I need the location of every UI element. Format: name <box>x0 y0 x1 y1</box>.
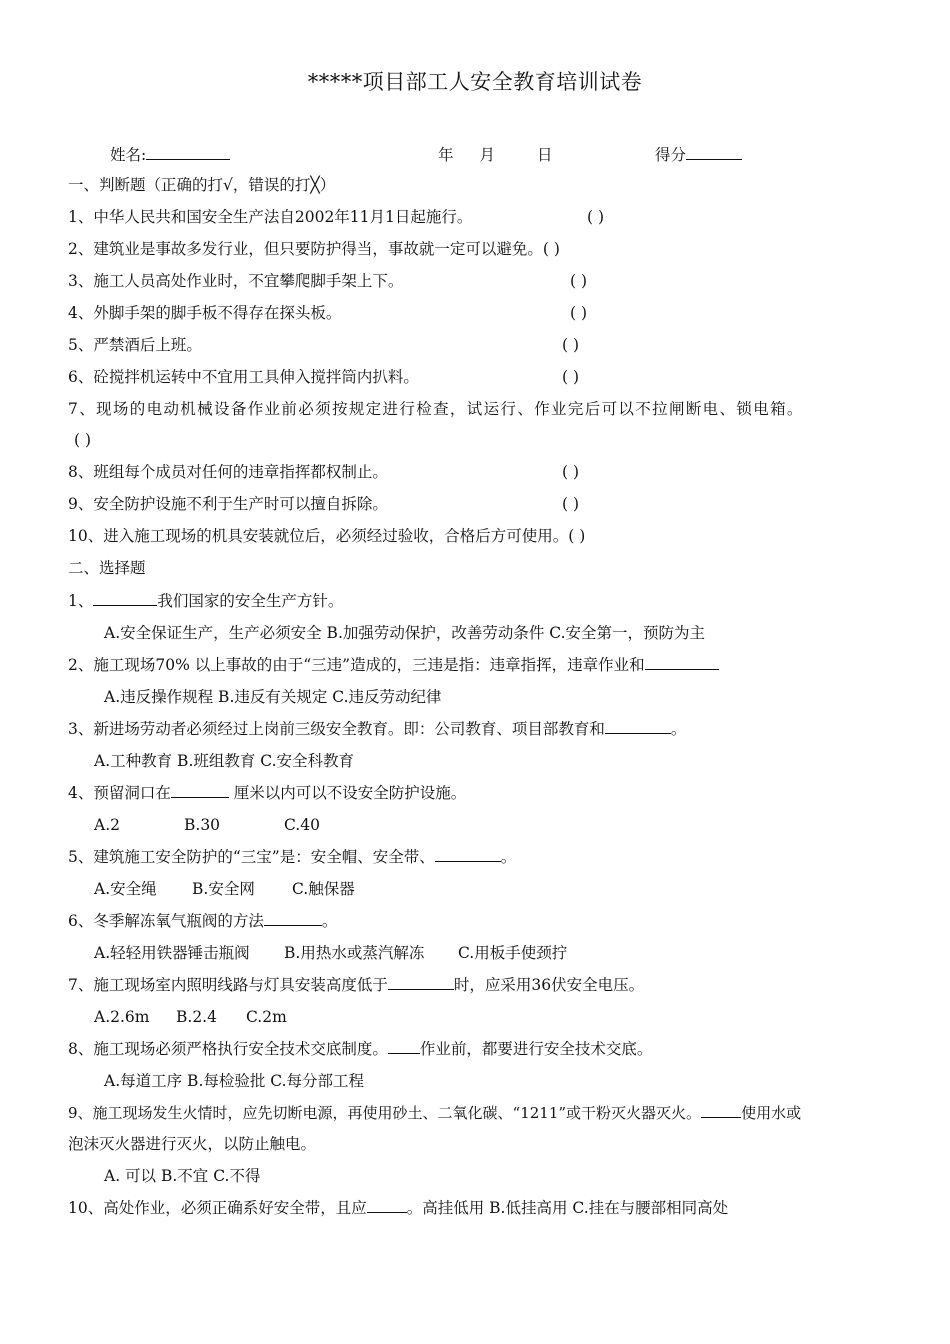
answer-paren[interactable]: ( ) <box>542 240 560 258</box>
question-text: 3、新进场劳动者必须经过上岗前三级安全教育。即：公司教育、项目部教育和 <box>68 720 605 738</box>
choice-question <box>68 1039 652 1059</box>
choice-question <box>68 719 686 739</box>
question-end: 。 <box>500 848 517 866</box>
answer-paren[interactable]: ( ) <box>570 304 588 322</box>
choice-options: A.工种教育 B.班组教育 C.安全科教育 <box>94 752 355 770</box>
judge-text: 10、进入施工现场的机具安装就位后，必须经过验收，合格后方可使用。 <box>68 527 569 545</box>
question-text: 2、施工现场70% 以上事故的由于“三违”造成的，三违是指：违章指挥，违章作业和 <box>68 656 645 674</box>
judge-item <box>68 367 580 387</box>
question-end: 。 <box>321 912 338 930</box>
question-end: 。高挂低用 B.低挂高用 C.挂在与腰部相同高处 <box>406 1199 729 1217</box>
name-blank[interactable] <box>146 145 230 160</box>
judge-text: 9、安全防护设施不利于生产时可以擅自拆除。 <box>68 495 388 513</box>
date-field <box>438 143 553 165</box>
choice-options: A.每道工序 B.每检验批 C.每分部工程 <box>104 1072 365 1090</box>
option-a: A.安全绳 <box>94 880 157 898</box>
name-label: 姓名: <box>110 146 147 164</box>
choice-question <box>68 975 644 995</box>
choice-options <box>94 943 568 963</box>
judge-item <box>68 526 585 546</box>
choice-question <box>68 911 337 931</box>
question-end: 使用水或 <box>741 1104 802 1122</box>
judge-text: 4、外脚手架的脚手板不得存在探头板。 <box>68 304 342 322</box>
answer-blank[interactable] <box>645 655 719 670</box>
question-text: 10、高处作业，必须正确系好安全带，且应 <box>68 1199 367 1217</box>
option-c: C.触保器 <box>292 880 355 898</box>
judge-text: 7、现场的电动机械设备作业前必须按规定进行检查，试运行、作业完后可以不拉闸断电、锁电箱。 <box>68 400 804 418</box>
answer-paren[interactable]: ( ) <box>562 495 580 513</box>
judge-text: 2、建筑业是事故多发行业，但只要防护得当，事故就一定可以避免。 <box>68 240 543 258</box>
answer-paren[interactable]: ( ) <box>562 336 580 354</box>
question-end: 。 <box>670 720 687 738</box>
choice-question <box>68 591 343 611</box>
question-number: 1、 <box>68 592 94 610</box>
answer-blank[interactable] <box>367 1198 407 1213</box>
judge-item <box>68 207 605 227</box>
judge-item <box>68 239 560 259</box>
judge-item <box>68 494 580 514</box>
option-a: A.轻轻用铁器锤击瓶阀 <box>94 944 250 962</box>
judge-text: 3、施工人员高处作业时，不宜攀爬脚手架上下。 <box>68 272 404 290</box>
month-label: 月 <box>479 146 496 164</box>
question-text: 6、冬季解冻氧气瓶阀的方法 <box>68 912 264 930</box>
year-label: 年 <box>438 146 454 164</box>
question-text: 5、建筑施工安全防护的“三宝”是：安全帽、安全带、 <box>68 848 435 866</box>
judge-text: 6、砼搅拌机运转中不宜用工具伸入搅拌筒内扒料。 <box>68 368 419 386</box>
choice-question <box>68 1198 728 1218</box>
judge-item <box>68 335 580 355</box>
question-text: 8、施工现场必须严格执行安全技术交底制度。 <box>68 1040 388 1058</box>
answer-paren[interactable]: ( ) <box>568 527 586 545</box>
question-end: 厘米以内可以不设安全防护设施。 <box>228 784 467 802</box>
question-text: 4、预留洞口在 <box>68 784 171 802</box>
answer-paren[interactable]: ( ) <box>562 368 580 386</box>
option-a: A.2 <box>94 816 120 834</box>
question-continuation: 泡沫灭火器进行灭火，以防止触电。 <box>68 1135 317 1153</box>
answer-blank[interactable] <box>388 975 454 990</box>
answer-blank[interactable] <box>171 783 229 798</box>
score-blank[interactable] <box>686 145 742 160</box>
section2-heading: 二、选择题 <box>68 559 146 577</box>
choice-question <box>68 847 516 867</box>
option-b: B.2.4 <box>176 1008 217 1026</box>
judge-text: 1、中华人民共和国安全生产法自2002年11月1日起施行。 <box>68 208 473 226</box>
choice-options <box>94 879 355 899</box>
option-b: B.安全网 <box>192 880 255 898</box>
judge-text: 8、班组每个成员对任何的违章指挥都权制止。 <box>68 463 388 481</box>
judge-text: 5、严禁酒后上班。 <box>68 336 202 354</box>
choice-options <box>94 1007 287 1027</box>
answer-blank[interactable] <box>93 591 157 606</box>
option-a: A.2.6m <box>94 1008 150 1026</box>
answer-paren[interactable]: ( ) <box>562 463 580 481</box>
choice-question <box>68 783 466 803</box>
choice-options: A. 可以 B.不宜 C.不得 <box>104 1167 261 1185</box>
option-b: B.用热水或蒸汽解冻 <box>284 944 425 962</box>
judge-item <box>68 399 804 419</box>
score-field <box>655 143 742 165</box>
answer-blank[interactable] <box>388 1039 420 1054</box>
question-text: 7、施工现场室内照明线路与灯具安装高度低于 <box>68 976 388 994</box>
answer-blank[interactable] <box>605 719 671 734</box>
answer-paren[interactable]: ( ) <box>587 208 605 226</box>
answer-blank[interactable] <box>701 1103 741 1118</box>
choice-question <box>68 655 719 675</box>
answer-blank[interactable] <box>435 847 501 862</box>
judge-item <box>68 271 588 291</box>
answer-blank[interactable] <box>264 911 322 926</box>
name-field <box>110 143 230 165</box>
answer-paren[interactable]: ( ) <box>74 431 92 449</box>
choice-question <box>68 1103 801 1123</box>
question-text: 9、施工现场发生火情时，应先切断电源，再使用砂土、二氧化碳、“1211”或干粉灭火器灭火。 <box>68 1104 702 1122</box>
question-end: 作业前，都要进行安全技术交底。 <box>419 1040 653 1058</box>
section1-heading: 一、判断题（正确的打√，错误的打╳） <box>68 176 336 194</box>
question-end: 时，应采用36伏安全电压。 <box>453 976 645 994</box>
choice-options: A.违反操作规程 B.违反有关规定 C.违反劳动纪律 <box>104 688 442 706</box>
option-c: C.用板手使颈拧 <box>458 944 568 962</box>
page-title: *****项目部工人安全教育培训试卷 <box>307 70 643 94</box>
option-c: C.40 <box>284 816 320 834</box>
day-label: 日 <box>537 146 553 164</box>
question-text: 我们国家的安全生产方针。 <box>157 592 344 610</box>
option-c: C.2m <box>246 1008 287 1026</box>
answer-paren[interactable]: ( ) <box>570 272 588 290</box>
score-label: 得分 <box>655 146 687 164</box>
choice-options <box>94 815 320 835</box>
judge-item <box>68 462 580 482</box>
judge-item <box>68 303 588 323</box>
option-b: B.30 <box>184 816 221 834</box>
choice-options: A.安全保证生产，生产必须安全 B.加强劳动保护，改善劳动条件 C.安全第一，预防为主 <box>104 624 706 642</box>
